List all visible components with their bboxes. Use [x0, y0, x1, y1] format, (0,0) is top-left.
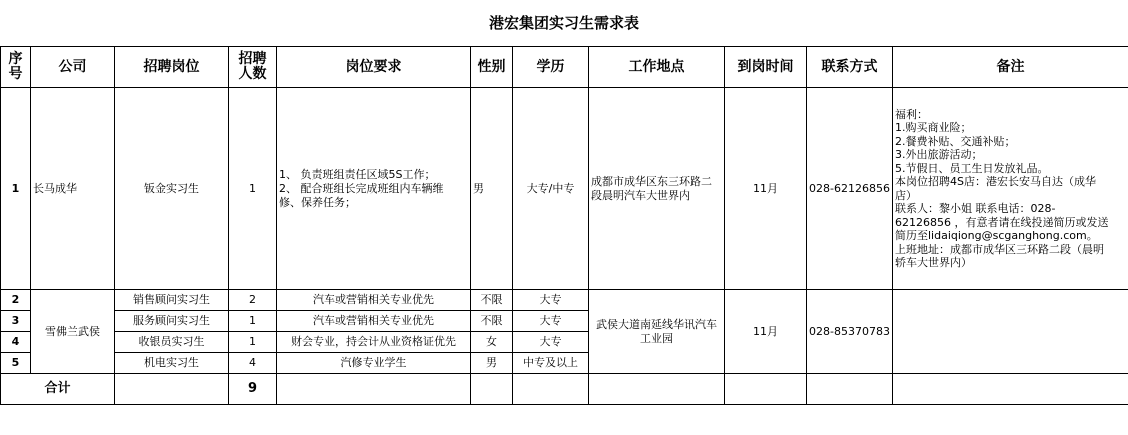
- header-location[interactable]: 工作地点: [589, 47, 725, 88]
- cell-education[interactable]: 大专: [513, 290, 589, 311]
- total-empty[interactable]: [471, 374, 513, 405]
- cell-education[interactable]: 大专: [513, 332, 589, 353]
- notes-line: 1.购买商业险；: [895, 121, 972, 134]
- cell-gender[interactable]: 男: [471, 353, 513, 374]
- header-education[interactable]: 学历: [513, 47, 589, 88]
- notes-line: 上班地址：成都市成华区三环路二段（晨明: [895, 242, 1104, 256]
- total-count[interactable]: 9: [229, 374, 277, 405]
- cell-notes[interactable]: [893, 290, 1128, 374]
- header-row: [1, 47, 1128, 88]
- requirements-line: 1、 负责班组责任区域5S工作；: [279, 167, 436, 181]
- cell-seq[interactable]: 1: [1, 88, 31, 290]
- location-line: 成都市成华区东三环路二: [591, 174, 712, 188]
- notes-line: 轿车大世界内）: [895, 256, 972, 269]
- notes-line: 店）: [895, 188, 917, 202]
- cell-contact[interactable]: 028-85370783: [807, 290, 893, 374]
- cell-position[interactable]: 销售顾问实习生: [115, 290, 229, 311]
- notes-line: 5.节假日、员工生日发放礼品。: [895, 161, 1049, 175]
- sheet-title: 港宏集团实习生需求表: [488, 14, 639, 32]
- notes-line: 62126856 ，有意者请在线投递简历或发送: [895, 215, 1109, 229]
- cell-position[interactable]: 收银员实习生: [115, 332, 229, 353]
- header-count-line1: 招聘: [238, 51, 267, 67]
- cell-gender[interactable]: 男: [471, 88, 513, 290]
- header-requirements[interactable]: 岗位要求: [277, 47, 471, 88]
- cell-count[interactable]: 4: [229, 353, 277, 374]
- cell-company[interactable]: 长马成华: [31, 88, 115, 290]
- cell-requirements[interactable]: 财会专业，持会计从业资格证优先: [277, 332, 471, 353]
- cell-education[interactable]: 大专/中专: [513, 88, 589, 290]
- total-empty[interactable]: [115, 374, 229, 405]
- requirements-line: 修、保养任务；: [279, 195, 356, 209]
- table-row: [1, 88, 1128, 290]
- notes-line: 简历至lidaiqiong@scganghong.com。: [895, 229, 1098, 242]
- cell-seq[interactable]: 3: [1, 311, 31, 332]
- total-empty[interactable]: [589, 374, 725, 405]
- cell-requirements[interactable]: 汽车或营销相关专业优先: [277, 311, 471, 332]
- total-empty[interactable]: [893, 374, 1128, 405]
- total-label[interactable]: 合计: [1, 374, 115, 405]
- notes-line: 联系人：黎小姐 联系电话：028-: [895, 202, 1056, 215]
- total-empty[interactable]: [277, 374, 471, 405]
- total-row: [1, 374, 1128, 405]
- cell-requirements[interactable]: 汽修专业学生: [277, 353, 471, 374]
- cell-location[interactable]: [589, 88, 725, 290]
- header-gender[interactable]: 性别: [471, 47, 513, 88]
- total-empty[interactable]: [513, 374, 589, 405]
- location-line: 工业园: [640, 331, 673, 345]
- cell-seq[interactable]: 4: [1, 332, 31, 353]
- cell-count[interactable]: 1: [229, 88, 277, 290]
- cell-position[interactable]: 钣金实习生: [115, 88, 229, 290]
- cell-location[interactable]: [589, 290, 725, 374]
- cell-count[interactable]: 1: [229, 332, 277, 353]
- cell-count[interactable]: 1: [229, 311, 277, 332]
- header-contact[interactable]: 联系方式: [807, 47, 893, 88]
- header-position[interactable]: 招聘岗位: [115, 47, 229, 88]
- cell-gender[interactable]: 不限: [471, 311, 513, 332]
- header-company[interactable]: 公司: [31, 47, 115, 88]
- cell-seq[interactable]: 2: [1, 290, 31, 311]
- notes-line: 本岗位招聘4S店：港宏长安马自达（成华: [895, 175, 1096, 188]
- header-arrival[interactable]: 到岗时间: [725, 47, 807, 88]
- notes-line: 福利：: [895, 107, 928, 121]
- header-count-line2: 人数: [238, 66, 267, 82]
- cell-requirements[interactable]: [277, 88, 471, 290]
- cell-count[interactable]: 2: [229, 290, 277, 311]
- cell-gender[interactable]: 女: [471, 332, 513, 353]
- header-seq-line2: 号: [8, 66, 23, 82]
- cell-contact[interactable]: 028-62126856: [807, 88, 893, 290]
- header-seq-line1: 序: [8, 51, 23, 67]
- cell-education[interactable]: 大专: [513, 311, 589, 332]
- requirements-line: 2、 配合班组长完成班组内车辆维: [279, 181, 444, 195]
- notes-line: 2.餐费补贴、交通补贴；: [895, 134, 1016, 148]
- cell-seq[interactable]: 5: [1, 353, 31, 374]
- cell-position[interactable]: 机电实习生: [115, 353, 229, 374]
- header-count[interactable]: [229, 47, 277, 88]
- location-line: 武侯大道南延线华讯汽车: [596, 317, 717, 331]
- total-empty[interactable]: [725, 374, 807, 405]
- cell-requirements[interactable]: 汽车或营销相关专业优先: [277, 290, 471, 311]
- cell-notes[interactable]: [893, 88, 1128, 290]
- cell-position[interactable]: 服务顾问实习生: [115, 311, 229, 332]
- cell-arrival[interactable]: 11月: [725, 88, 807, 290]
- cell-gender[interactable]: 不限: [471, 290, 513, 311]
- cell-company[interactable]: 雪佛兰武侯: [31, 290, 115, 374]
- location-line: 段晨明汽车大世界内: [591, 188, 690, 202]
- table-row: [1, 290, 1128, 311]
- total-empty[interactable]: [807, 374, 893, 405]
- cell-education[interactable]: 中专及以上: [513, 353, 589, 374]
- notes-line: 3.外出旅游活动；: [895, 148, 983, 161]
- demand-table: [0, 46, 1128, 405]
- header-notes[interactable]: 备注: [893, 47, 1128, 88]
- cell-arrival[interactable]: 11月: [725, 290, 807, 374]
- header-seq[interactable]: [1, 47, 31, 88]
